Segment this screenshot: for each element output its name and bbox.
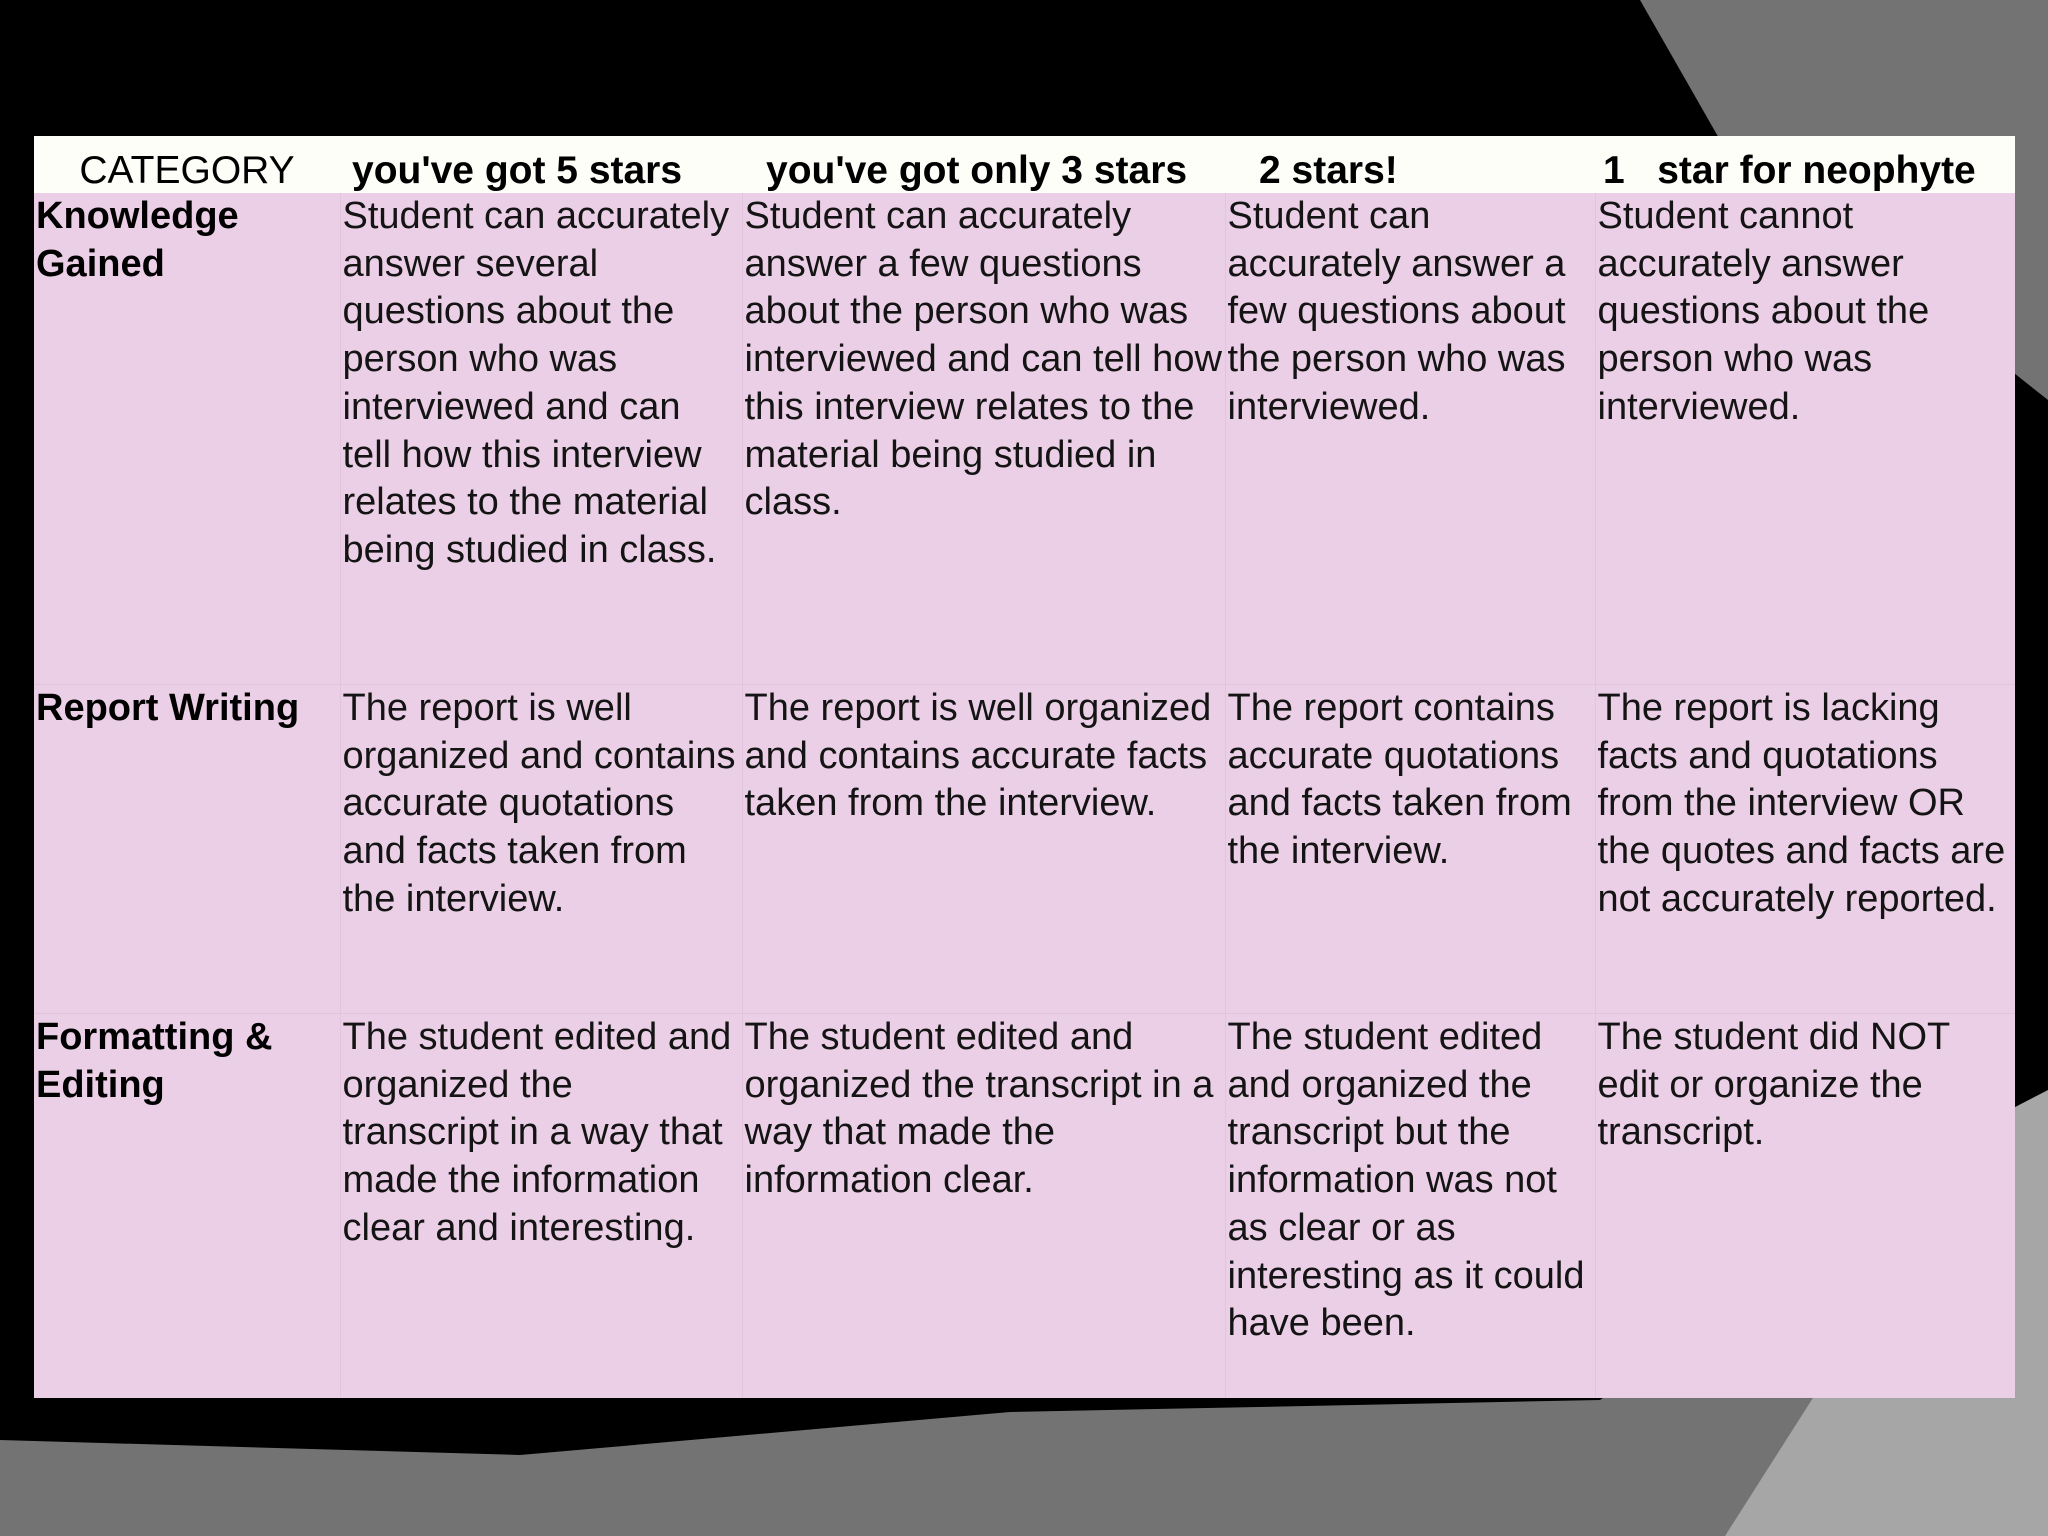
header-row	[34, 136, 2015, 193]
table-row	[34, 1014, 2015, 1399]
table-cell: The report is well organized and contains accurate quotations and facts taken from the interview.	[340, 685, 742, 1014]
table-cell: The report is lacking facts and quotations from the interview OR the quotes and facts are not accurately reported.	[1595, 685, 2015, 1014]
table-cell: Student cannot accurately answer questions about the person who was interviewed.	[1595, 193, 2015, 685]
header-5-stars: you've got 5 stars	[340, 136, 742, 193]
header-3-stars: you've got only 3 stars	[742, 136, 1225, 193]
row-category: Formatting & Editing	[34, 1014, 340, 1399]
table-cell: The student edited and organized the transcript in a way that made the information clear and interesting.	[340, 1014, 742, 1399]
table-cell: The report contains accurate quotations and facts taken from the interview.	[1225, 685, 1595, 1014]
row-category: Report Writing	[34, 685, 340, 1014]
table-cell: The student edited and organized the transcript but the information was not as clear or as interesting as it could have been.	[1225, 1014, 1595, 1399]
table-row	[34, 193, 2015, 685]
header-1-star: 1 star for neophyte	[1595, 136, 2015, 193]
table-cell: The student edited and organized the transcript in a way that made the information clear.	[742, 1014, 1225, 1399]
header-2-stars: 2 stars!	[1225, 136, 1595, 193]
header-category: CATEGORY	[34, 136, 340, 193]
table-cell: Student can accurately answer several questions about the person who was interviewed and can tell how this interview relates to the material being studied in class.	[340, 193, 742, 685]
table-cell: Student can accurately answer a few questions about the person who was interviewed and can tell how this interview relates to the material being studied in class.	[742, 193, 1225, 685]
rubric-table	[34, 136, 2015, 1398]
table-cell: The student did NOT edit or organize the transcript.	[1597, 1016, 1950, 1154]
row-category: Knowledge Gained	[34, 193, 340, 685]
table-cell: Student can accurately answer a few questions about the person who was interviewed.	[1225, 193, 1595, 685]
table-row	[34, 685, 2015, 1014]
table-cell: The report is well organized and contains accurate facts taken from the interview.	[742, 685, 1225, 1014]
